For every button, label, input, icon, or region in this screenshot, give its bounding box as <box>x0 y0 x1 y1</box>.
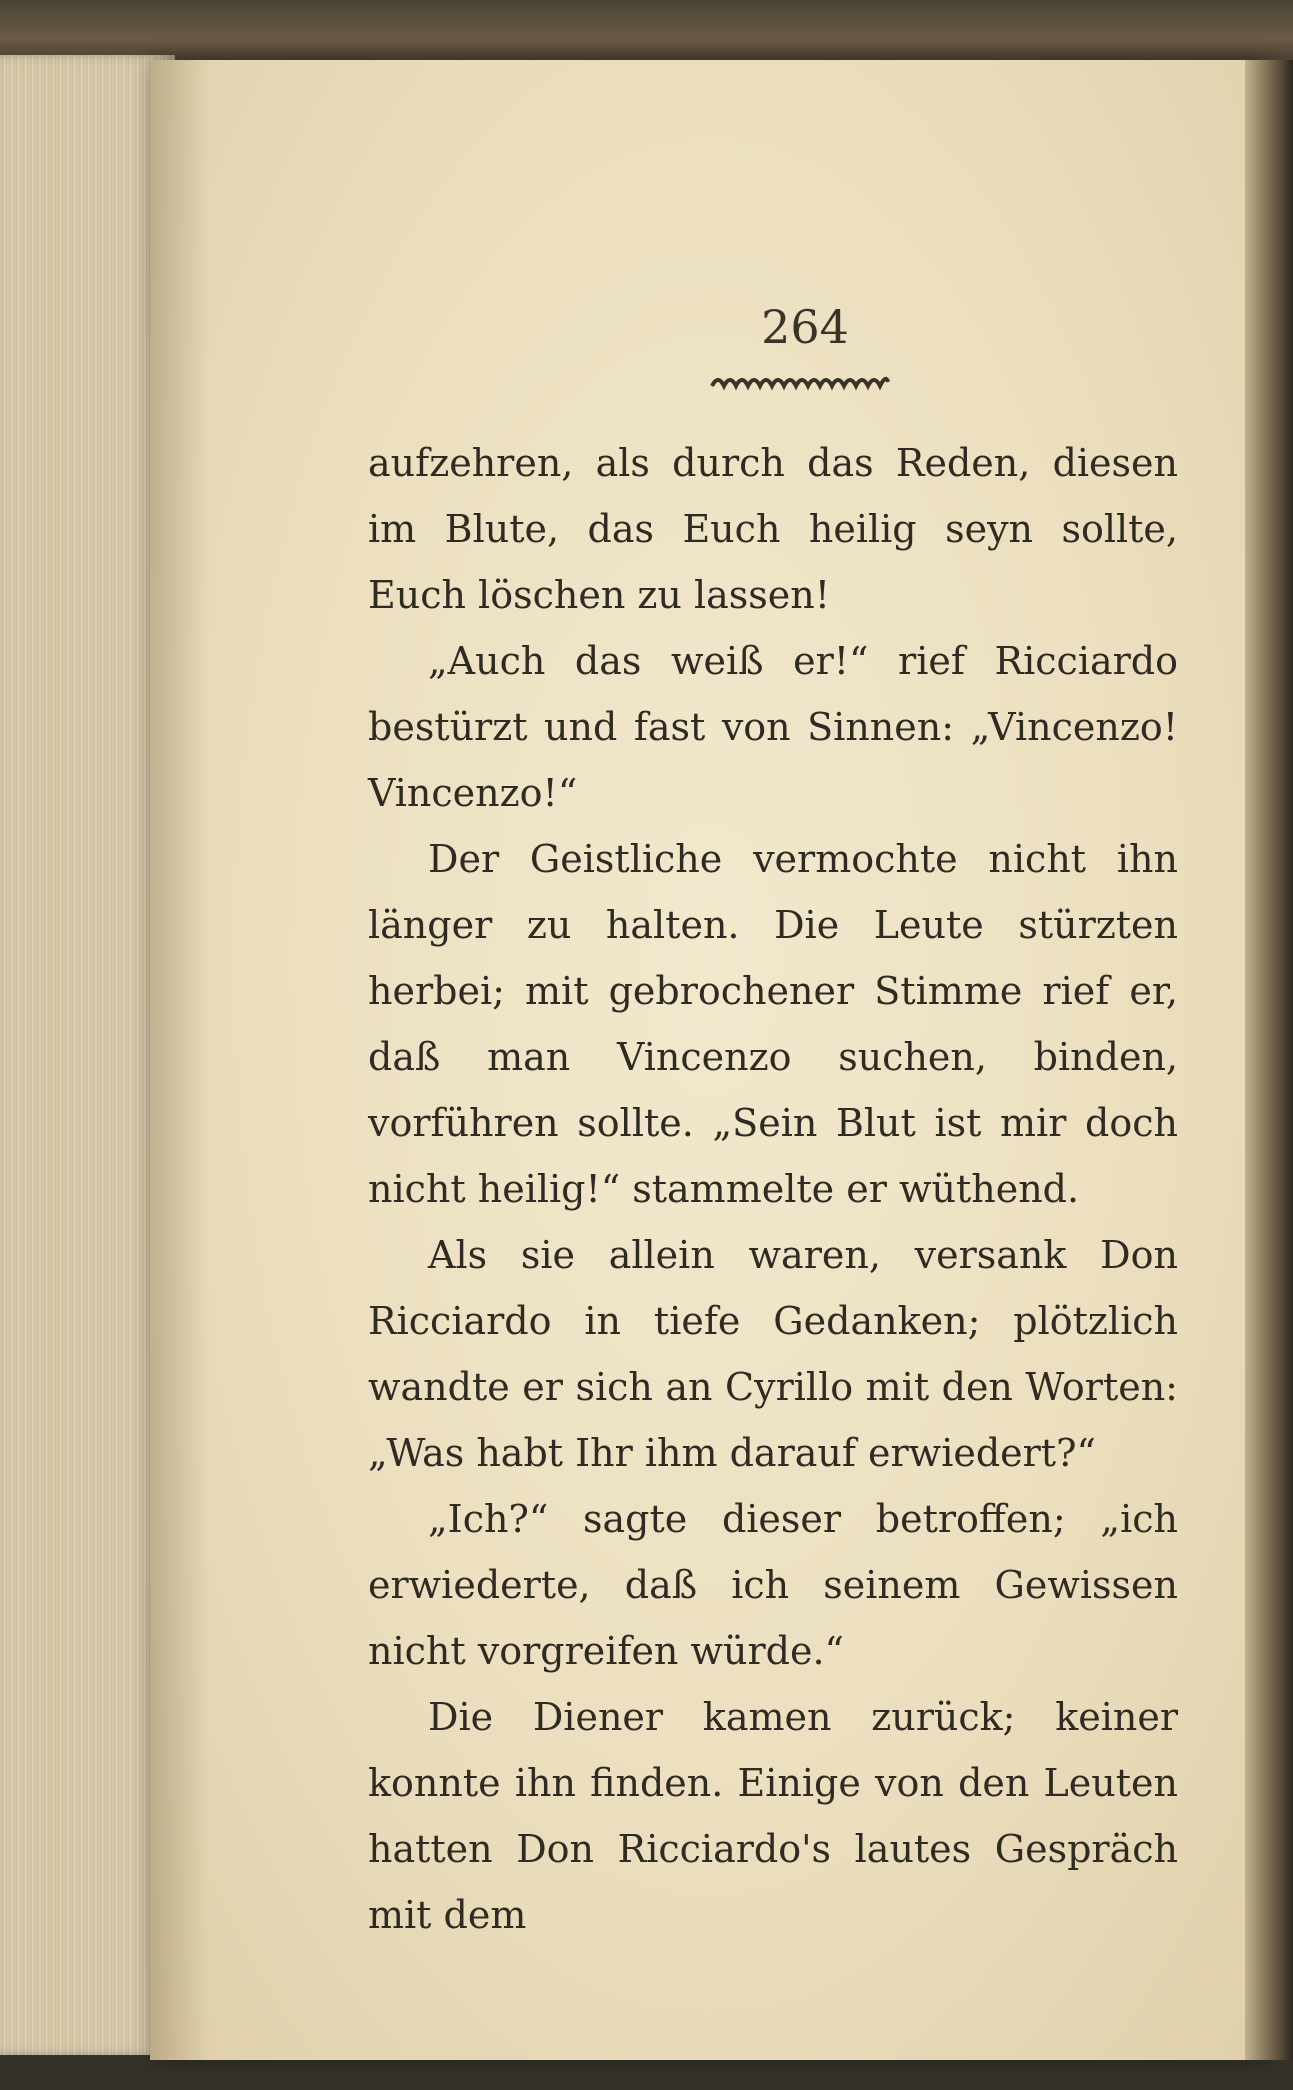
body-text <box>368 430 1178 1948</box>
decorative-wave-ornament <box>710 372 890 392</box>
paragraph-3: Der Geistliche vermochte nicht ihn länger zu halten. Die Leute stürzten herbei; mit gebrochener Stimme rief er, daß man Vincenzo suchen, binden, vorführen sollte. „Sein Blut ist mir doch nicht heilig!“ stammelte er wüthend. <box>368 837 1178 1211</box>
paragraph-1: aufzehren, als durch das Reden, diesen im Blute, das Euch heilig seyn sollte, Euch löschen zu lassen! <box>368 441 1178 617</box>
gutter-shadow <box>150 60 210 2060</box>
page-stack-edge <box>0 55 175 2055</box>
paragraph-6: Die Diener kamen zurück; keiner konnte ihn finden. Einige von den Leuten hatten Don Ricciardo's lautes Gespräch mit dem <box>368 1695 1178 1937</box>
page-right-edge <box>1245 60 1293 2060</box>
page-number: 264 <box>761 300 849 354</box>
paragraph-4: Als sie allein waren, versank Don Ricciardo in tiefe Gedanken; plötzlich wandte er sich an Cyrillo mit den Worten: „Was habt Ihr ihm darauf erwiedert?“ <box>368 1233 1178 1475</box>
paragraph-5: „Ich?“ sagte dieser betroffen; „ich erwiederte, daß ich seinem Gewissen nicht vorgreifen würde.“ <box>368 1497 1178 1673</box>
paragraph-2: „Auch das weiß er!“ rief Ricciardo bestürzt und fast von Sinnen: „Vincenzo! Vincenzo!“ <box>368 639 1178 815</box>
